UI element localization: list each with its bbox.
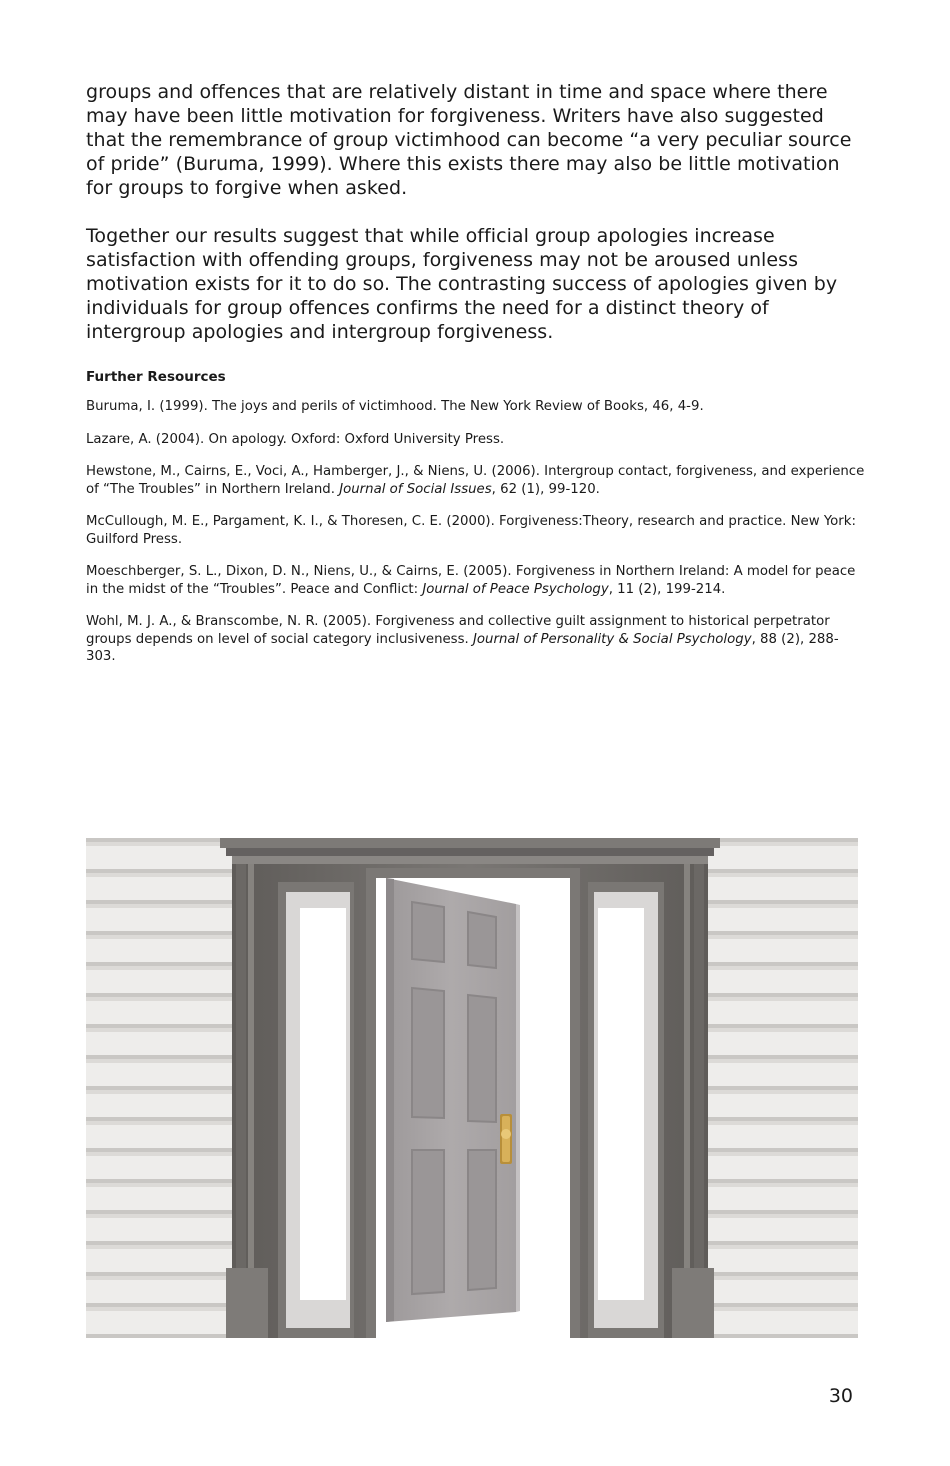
door-illustration-svg bbox=[86, 838, 858, 1338]
body-paragraph-2: Together our results suggest that while official group apologies increase satisfaction with offending groups, forgiveness may not be aroused unless motivation exists for it to do so. The contrasting success of apologies given by individuals for group offences confirms the need for a distinct theory of intergroup apologies and intergroup forgiveness. bbox=[86, 225, 838, 343]
reference-item bbox=[86, 513, 866, 548]
reference-journal: Journal of Peace Psychology bbox=[422, 581, 609, 597]
reference-text: Hewstone, M., Cairns, E., Voci, A., Hamberger, J., & Niens, U. (2006). Intergroup contact, forgiveness, and experience of “The Troubles” in Northern Ireland. bbox=[86, 464, 865, 497]
reference-details: , 88 (2), 288-303. bbox=[86, 631, 839, 664]
open-door-illustration bbox=[86, 838, 858, 1338]
door-header-trim bbox=[220, 838, 720, 864]
reference-text: Wohl, M. J. A., & Branscombe, N. R. (2005). Forgiveness and collective guilt assignment to historical perpetrator groups depends on level of social category inclusiveness. bbox=[86, 614, 830, 647]
page-content bbox=[86, 80, 866, 681]
reference-details: , 11 (2), 199-214. bbox=[608, 581, 726, 597]
right-sidelight-window bbox=[588, 882, 664, 1338]
page-number: 30 bbox=[828, 1385, 853, 1407]
reference-text: Buruma, I. (1999). The joys and perils of victimhood. The New York Review of Books, 46, 4-9. bbox=[86, 399, 704, 414]
reference-text: McCullough, M. E., Pargament, K. I., & Thoresen, C. E. (2000). Forgiveness:Theory, research and practice. New York: Guilford Press. bbox=[86, 514, 856, 547]
open-door bbox=[386, 878, 520, 1322]
reference-details: , 62 (1), 99-120. bbox=[491, 481, 600, 497]
reference-text: Lazare, A. (2004). On apology. Oxford: Oxford University Press. bbox=[86, 431, 505, 447]
door-knob-icon bbox=[500, 1114, 512, 1164]
left-sidelight-window bbox=[278, 882, 354, 1338]
reference-list bbox=[86, 398, 866, 666]
reference-journal: Journal of Personality & Social Psychology bbox=[473, 631, 752, 647]
reference-item bbox=[86, 398, 866, 416]
reference-item bbox=[86, 563, 866, 598]
further-resources-heading: Further Resources bbox=[86, 369, 226, 385]
reference-item bbox=[86, 613, 866, 666]
reference-journal: Journal of Social Issues bbox=[339, 481, 492, 497]
reference-item bbox=[86, 431, 866, 449]
reference-item bbox=[86, 463, 866, 498]
reference-text: Moeschberger, S. L., Dixon, D. N., Niens, U., & Cairns, E. (2005). Forgiveness in Northern Ireland: A model for peace in the midst of the “Troubles”. Peace and Conflict: bbox=[86, 564, 856, 597]
body-paragraph-1: groups and offences that are relatively distant in time and space where there may have been little motivation for forgiveness. Writers have also suggested that the remembrance of group victimhood can become “a very peculiar source of pride” (Buruma, 1999). Where this exists there may also be little motivation for groups to forgive when asked. bbox=[86, 81, 852, 199]
